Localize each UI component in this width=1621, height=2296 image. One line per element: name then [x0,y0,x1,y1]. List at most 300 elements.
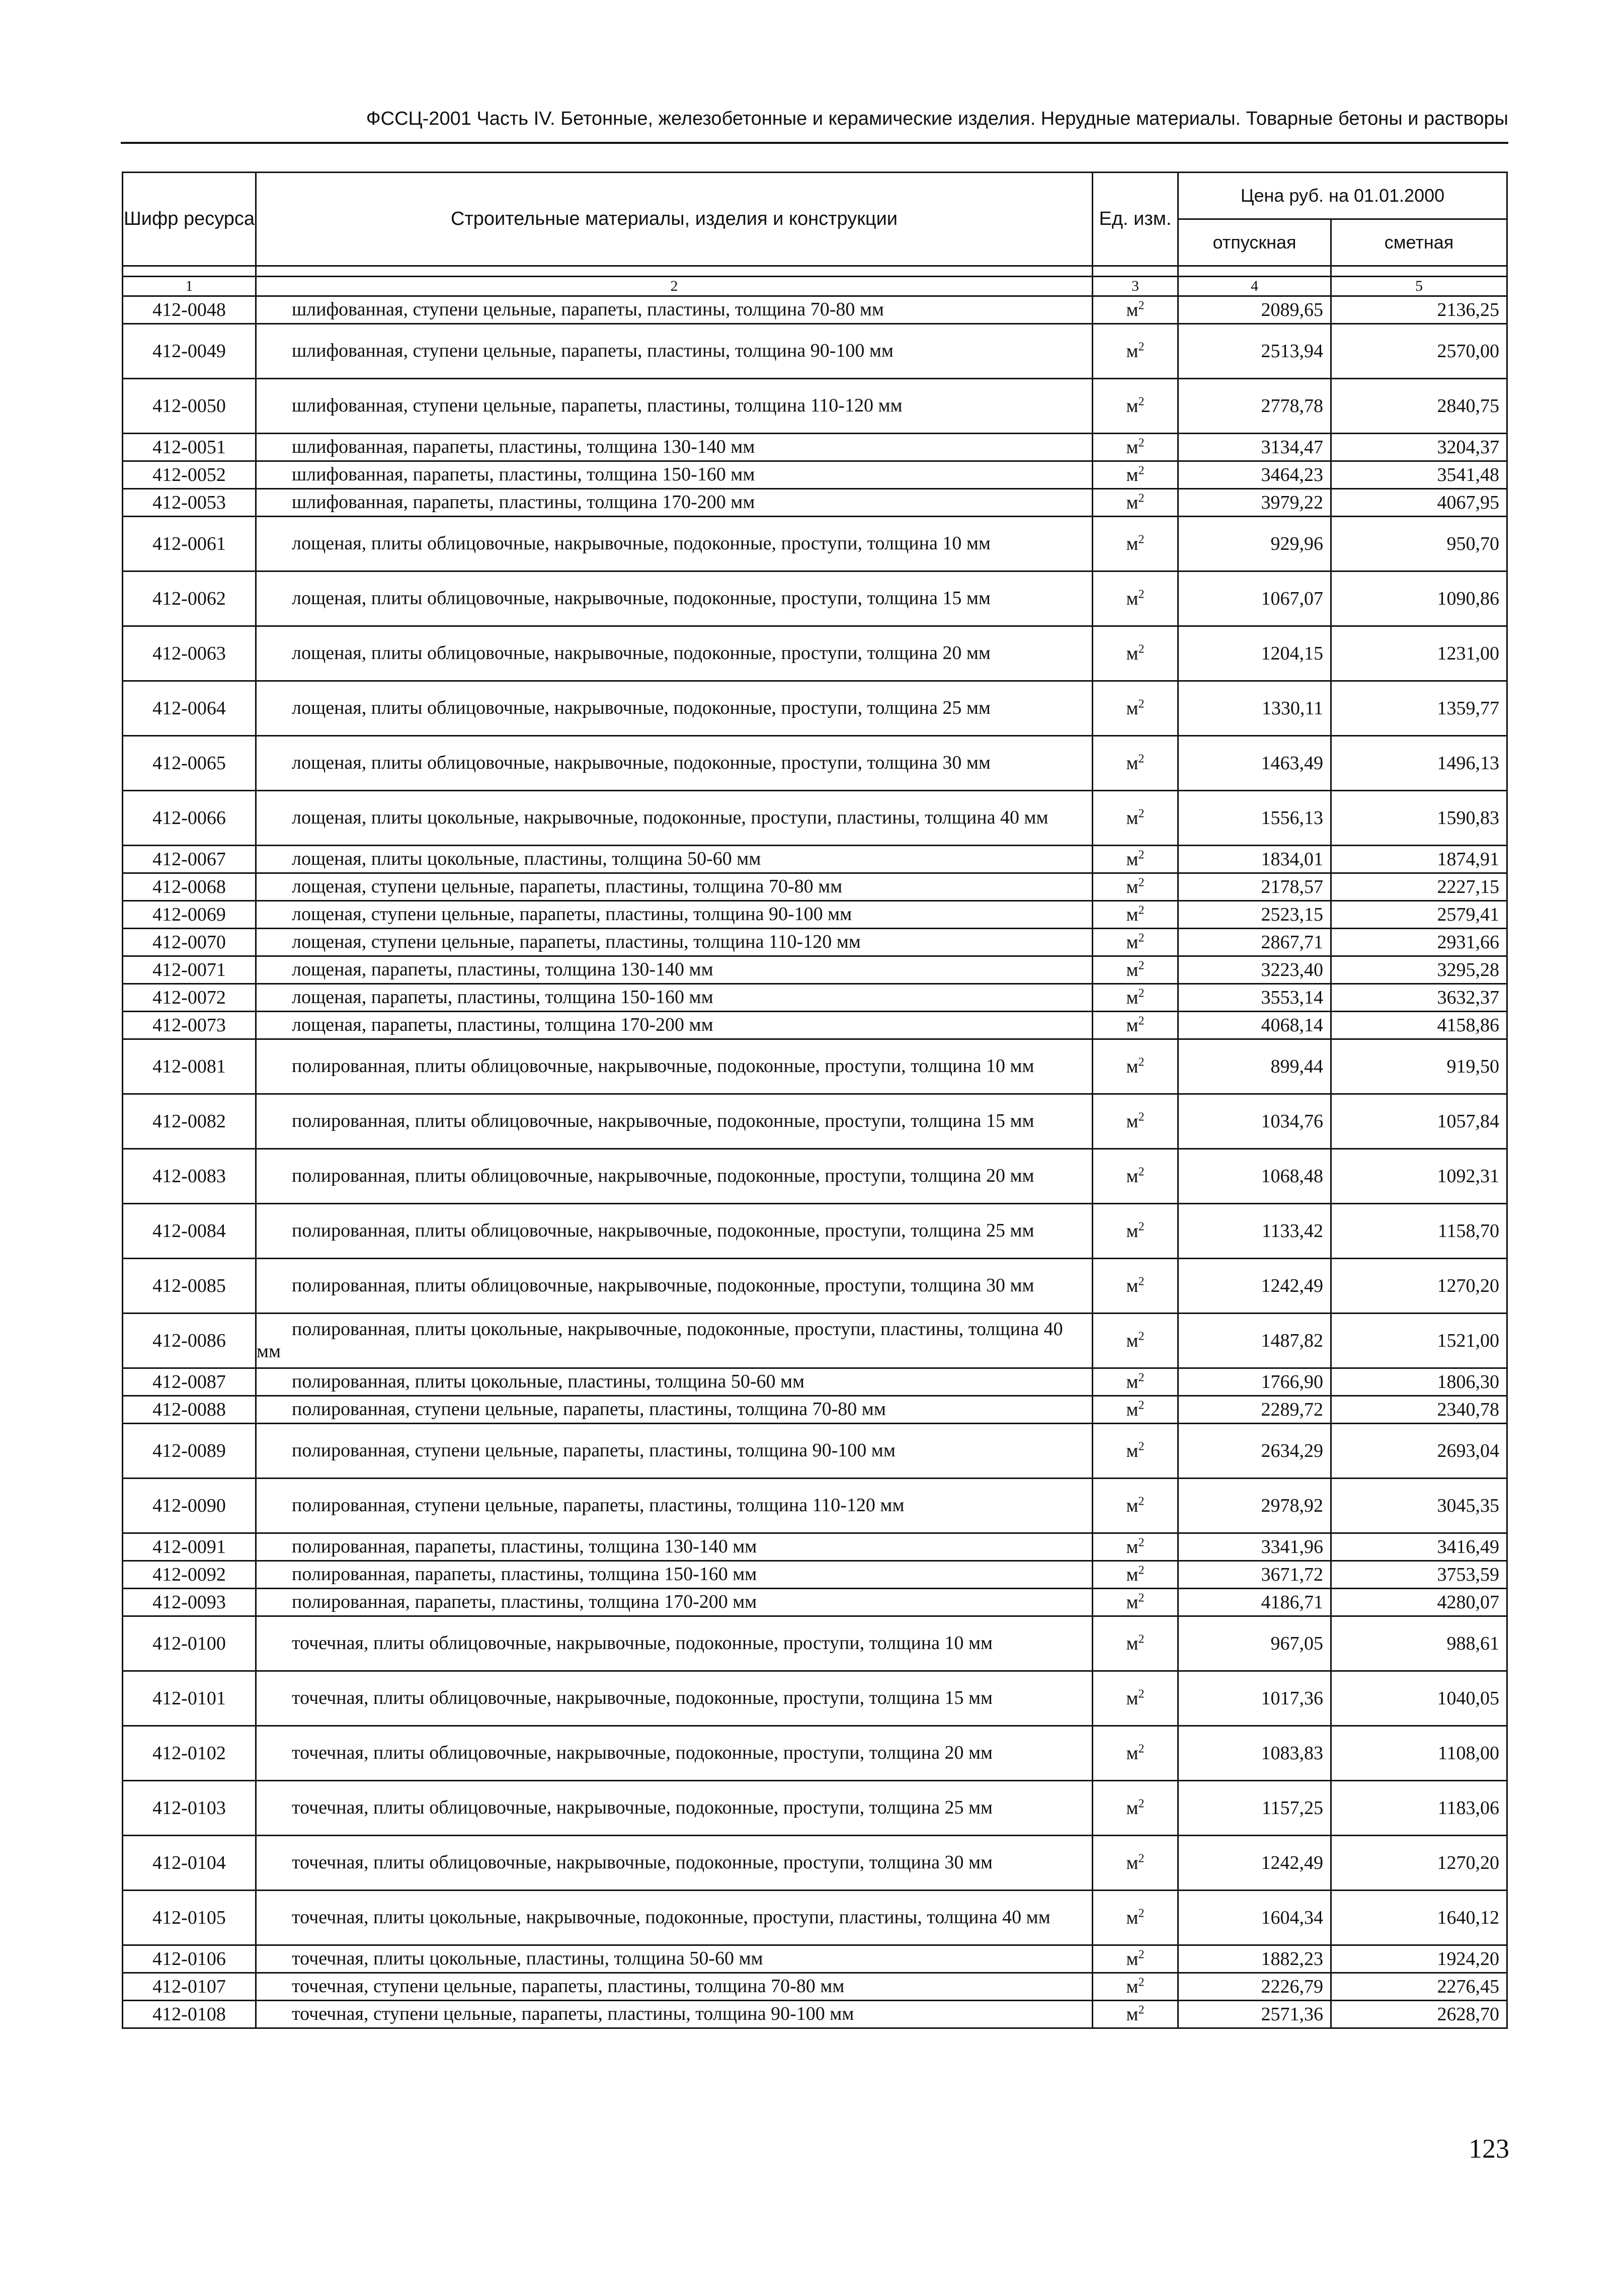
unit-exponent: 2 [1138,1495,1145,1508]
estimate-price: 3541,48 [1331,461,1507,489]
material-description-cell [256,1781,1093,1836]
material-description: точечная, ступени цельные, парапеты, пластины, толщина 70-80 мм [292,1976,845,1997]
estimate-price: 2276,45 [1331,1973,1507,2001]
material-description-cell [256,1671,1093,1726]
material-description: лощеная, ступени цельные, парапеты, пластины, толщина 90-100 мм [292,904,852,925]
material-description-cell [256,379,1093,434]
material-description: лощеная, плиты облицовочные, накрывочные, подоконные, проступи, толщина 25 мм [292,697,991,719]
table-row [123,1945,1507,1973]
material-description-cell [256,1012,1093,1039]
estimate-price: 2136,25 [1331,296,1507,324]
resource-code: 412-0091 [123,1533,256,1561]
material-description-cell [256,791,1093,846]
estimate-price: 1040,05 [1331,1671,1507,1726]
release-price: 4068,14 [1178,1012,1331,1039]
material-description: полированная, плиты облицовочные, накрывочные, подоконные, проступи, толщина 25 мм [292,1220,1034,1242]
unit-cell [1093,461,1178,489]
table-row [123,1781,1507,1836]
material-description-cell [256,1368,1093,1396]
unit-exponent: 2 [1138,299,1145,312]
resource-code: 412-0065 [123,736,256,791]
unit-label: м [1126,876,1139,897]
table-row [123,2001,1507,2028]
resource-code: 412-0093 [123,1589,256,1616]
unit-cell [1093,1561,1178,1589]
release-price: 3671,72 [1178,1561,1331,1589]
resource-code: 412-0066 [123,791,256,846]
unit-cell [1093,736,1178,791]
resource-code: 412-0106 [123,1945,256,1973]
resource-code: 412-0101 [123,1671,256,1726]
unit-label: м [1126,533,1139,554]
unit-cell [1093,846,1178,873]
material-description: шлифованная, ступени цельные, парапеты, пластины, толщина 70-80 мм [292,299,884,320]
estimate-price: 950,70 [1331,517,1507,571]
resource-code: 412-0069 [123,901,256,929]
estimate-price: 3204,37 [1331,434,1507,461]
release-price: 967,05 [1178,1616,1331,1671]
unit-cell [1093,1479,1178,1533]
material-description-cell [256,1589,1093,1616]
table-row [123,1726,1507,1781]
release-price: 1330,11 [1178,681,1331,736]
unit-exponent: 2 [1138,1687,1145,1701]
estimate-price: 3632,37 [1331,984,1507,1012]
unit-exponent: 2 [1138,959,1145,972]
table-row [123,1616,1507,1671]
material-description: лощеная, плиты облицовочные, накрывочные, подоконные, проступи, толщина 30 мм [292,752,991,774]
release-price: 3341,96 [1178,1533,1331,1561]
header-unit: Ед. изм. [1093,173,1178,266]
material-description: лощеная, плиты облицовочные, накрывочные, подоконные, проступи, толщина 20 мм [292,642,991,664]
unit-label: м [1126,1440,1139,1461]
header-release-price: отпускная [1178,219,1331,266]
unit-exponent: 2 [1138,1275,1145,1288]
release-price: 2778,78 [1178,379,1331,434]
unit-exponent: 2 [1138,752,1145,766]
price-table [122,172,1508,2029]
material-description-cell [256,1726,1093,1781]
unit-label: м [1126,464,1139,485]
release-price: 1017,36 [1178,1671,1331,1726]
material-description: точечная, плиты облицовочные, накрывочные, подоконные, проступи, толщина 15 мм [292,1687,993,1709]
estimate-price: 1521,00 [1331,1314,1507,1368]
unit-cell [1093,1424,1178,1479]
unit-exponent: 2 [1138,1591,1145,1605]
table-row [123,791,1507,846]
resource-code: 412-0108 [123,2001,256,2028]
resource-code: 412-0102 [123,1726,256,1781]
table-row [123,1836,1507,1891]
estimate-price: 1924,20 [1331,1945,1507,1973]
material-description-cell [256,2001,1093,2028]
material-description: полированная, плиты облицовочные, накрывочные, подоконные, проступи, толщина 30 мм [292,1275,1034,1296]
release-price: 2178,57 [1178,873,1331,901]
table-row [123,1039,1507,1094]
unit-label: м [1126,2004,1139,2025]
material-description: полированная, парапеты, пластины, толщина 130-140 мм [292,1536,757,1557]
table-header [123,173,1507,296]
estimate-price: 1359,77 [1331,681,1507,736]
unit-exponent: 2 [1138,1399,1145,1412]
resource-code: 412-0052 [123,461,256,489]
estimate-price: 3416,49 [1331,1533,1507,1561]
table-row [123,681,1507,736]
resource-code: 412-0082 [123,1094,256,1149]
unit-cell [1093,1149,1178,1204]
unit-exponent: 2 [1138,1055,1145,1069]
resource-code: 412-0092 [123,1561,256,1589]
resource-code: 412-0089 [123,1424,256,1479]
unit-exponent: 2 [1138,1110,1145,1124]
table-row [123,489,1507,517]
unit-label: м [1126,1495,1139,1516]
unit-exponent: 2 [1138,642,1145,656]
unit-exponent: 2 [1138,436,1145,450]
header-code: Шифр ресурса [123,173,256,266]
material-description-cell [256,1616,1093,1671]
unit-exponent: 2 [1138,2003,1145,2017]
estimate-price: 2340,78 [1331,1396,1507,1424]
table-row [123,1479,1507,1533]
material-description: полированная, парапеты, пластины, толщина 150-160 мм [292,1564,757,1585]
estimate-price: 2227,15 [1331,873,1507,901]
table-row [123,984,1507,1012]
material-description: полированная, плиты облицовочные, накрывочные, подоконные, проступи, толщина 10 мм [292,1055,1034,1077]
estimate-price: 3753,59 [1331,1561,1507,1589]
material-description-cell [256,1479,1093,1533]
table-row [123,1368,1507,1396]
table-row [123,846,1507,873]
resource-code: 412-0071 [123,956,256,984]
material-description-cell [256,846,1093,873]
table-body [123,296,1507,2028]
estimate-price: 1108,00 [1331,1726,1507,1781]
unit-exponent: 2 [1138,904,1145,917]
unit-exponent: 2 [1138,1014,1145,1028]
estimate-price: 1590,83 [1331,791,1507,846]
unit-cell [1093,956,1178,984]
unit-exponent: 2 [1138,1564,1145,1577]
resource-code: 412-0088 [123,1396,256,1424]
unit-cell [1093,1836,1178,1891]
table-row [123,736,1507,791]
material-description: лощеная, плиты цокольные, накрывочные, подоконные, проступи, пластины, толщина 40 мм [292,807,1048,829]
unit-label: м [1126,1399,1139,1420]
release-price: 4186,71 [1178,1589,1331,1616]
material-description: точечная, плиты облицовочные, накрывочные, подоконные, проступи, толщина 30 мм [292,1852,993,1873]
material-description: полированная, плиты облицовочные, накрывочные, подоконные, проступи, толщина 15 мм [292,1110,1034,1132]
material-description: лощеная, парапеты, пластины, толщина 130-140 мм [292,959,713,980]
estimate-price: 1806,30 [1331,1368,1507,1396]
estimate-price: 2931,66 [1331,929,1507,956]
unit-exponent: 2 [1138,1632,1145,1646]
table-row [123,1671,1507,1726]
estimate-price: 1057,84 [1331,1094,1507,1149]
material-description: точечная, ступени цельные, парапеты, пластины, толщина 90-100 мм [292,2003,854,2025]
material-description-cell [256,1039,1093,1094]
unit-cell [1093,2001,1178,2028]
unit-exponent: 2 [1138,588,1145,601]
release-price: 1882,23 [1178,1945,1331,1973]
release-price: 3134,47 [1178,434,1331,461]
material-description-cell [256,1973,1093,2001]
unit-exponent: 2 [1138,931,1145,945]
material-description-cell [256,1561,1093,1589]
unit-cell [1093,1589,1178,1616]
unit-cell [1093,901,1178,929]
unit-cell [1093,1204,1178,1259]
unit-label: м [1126,1111,1139,1132]
release-price: 2978,92 [1178,1479,1331,1533]
unit-exponent: 2 [1138,987,1145,1000]
column-number: 3 [1093,277,1178,296]
unit-label: м [1126,1056,1139,1077]
unit-label: м [1126,987,1139,1008]
unit-cell [1093,1726,1178,1781]
resource-code: 412-0107 [123,1973,256,2001]
unit-label: м [1126,1592,1139,1613]
unit-cell [1093,1012,1178,1039]
material-description-cell [256,681,1093,736]
estimate-price: 1874,91 [1331,846,1507,873]
table-row [123,901,1507,929]
unit-cell [1093,379,1178,434]
material-description: лощеная, парапеты, пластины, толщина 170-200 мм [292,1014,713,1036]
material-description-cell [256,296,1093,324]
unit-label: м [1126,1907,1139,1928]
unit-exponent: 2 [1138,1907,1145,1920]
unit-label: м [1126,395,1139,417]
material-description: шлифованная, парапеты, пластины, толщина 150-160 мм [292,464,755,485]
page-header-title: ФССЦ-2001 Часть IV. Бетонные, железобетонные и керамические изделия. Нерудные материалы. Товарные бетоны и растворы [366,108,1508,129]
release-price: 1034,76 [1178,1094,1331,1149]
material-description: точечная, плиты цокольные, пластины, толщина 50-60 мм [292,1948,763,1970]
unit-label: м [1126,959,1139,980]
table-row [123,1149,1507,1204]
table-row [123,1589,1507,1616]
material-description-cell [256,489,1093,517]
unit-exponent: 2 [1138,1165,1145,1179]
material-description-cell [256,1094,1093,1149]
unit-label: м [1126,698,1139,719]
unit-exponent: 2 [1138,491,1145,505]
material-description: точечная, плиты цокольные, накрывочные, подоконные, проступи, пластины, толщина 40 мм [292,1907,1050,1928]
estimate-price: 2628,70 [1331,2001,1507,2028]
release-price: 1083,83 [1178,1726,1331,1781]
material-description: шлифованная, парапеты, пластины, толщина 130-140 мм [292,436,755,458]
unit-cell [1093,1616,1178,1671]
table-row [123,379,1507,434]
unit-cell [1093,1533,1178,1561]
release-price: 3979,22 [1178,489,1331,517]
material-description: лощеная, ступени цельные, парапеты, пластины, толщина 70-80 мм [292,876,843,897]
material-description: полированная, ступени цельные, парапеты, пластины, толщина 70-80 мм [292,1399,886,1420]
release-price: 1556,13 [1178,791,1331,846]
material-description: шлифованная, ступени цельные, парапеты, пластины, толщина 110-120 мм [292,395,903,417]
unit-exponent: 2 [1138,464,1145,477]
table-row [123,571,1507,626]
unit-cell [1093,1973,1178,2001]
material-description-cell [256,1314,1093,1368]
unit-exponent: 2 [1138,697,1145,711]
resource-code: 412-0104 [123,1836,256,1891]
unit-exponent: 2 [1138,1976,1145,1989]
unit-exponent: 2 [1138,1852,1145,1865]
material-description: полированная, плиты облицовочные, накрывочные, подоконные, проступи, толщина 20 мм [292,1165,1034,1187]
table-row [123,296,1507,324]
material-description-cell [256,1945,1093,1973]
unit-cell [1093,626,1178,681]
resource-code: 412-0063 [123,626,256,681]
table-row [123,873,1507,901]
estimate-price: 4158,86 [1331,1012,1507,1039]
table-row [123,461,1507,489]
resource-code: 412-0067 [123,846,256,873]
unit-cell [1093,1671,1178,1726]
release-price: 2226,79 [1178,1973,1331,2001]
table-row [123,434,1507,461]
material-description: шлифованная, парапеты, пластины, толщина 170-200 мм [292,491,755,513]
table-row [123,1012,1507,1039]
estimate-price: 988,61 [1331,1616,1507,1671]
table-row [123,1204,1507,1259]
unit-cell [1093,984,1178,1012]
release-price: 1133,42 [1178,1204,1331,1259]
unit-cell [1093,1945,1178,1973]
table-row [123,1533,1507,1561]
material-description: точечная, плиты облицовочные, накрывочные, подоконные, проступи, толщина 25 мм [292,1797,993,1819]
material-description-cell [256,434,1093,461]
unit-exponent: 2 [1138,876,1145,889]
unit-cell [1093,929,1178,956]
release-price: 3553,14 [1178,984,1331,1012]
material-description-cell [256,1836,1093,1891]
material-description-cell [256,1149,1093,1204]
unit-cell [1093,1314,1178,1368]
material-description-cell [256,901,1093,929]
unit-cell [1093,1094,1178,1149]
header-materials: Строительные материалы, изделия и конструкции [256,173,1093,266]
resource-code: 412-0085 [123,1259,256,1314]
unit-cell [1093,681,1178,736]
material-description: лощеная, парапеты, пластины, толщина 150-160 мм [292,987,713,1008]
unit-label: м [1126,1564,1139,1585]
material-description: лощеная, ступени цельные, парапеты, пластины, толщина 110-120 мм [292,931,861,953]
resource-code: 412-0053 [123,489,256,517]
estimate-price: 1496,13 [1331,736,1507,791]
unit-exponent: 2 [1138,1797,1145,1811]
estimate-price: 4280,07 [1331,1589,1507,1616]
unit-label: м [1126,299,1139,320]
table-row [123,1259,1507,1314]
estimate-price: 1231,00 [1331,626,1507,681]
release-price: 1068,48 [1178,1149,1331,1204]
estimate-price: 1090,86 [1331,571,1507,626]
release-price: 2513,94 [1178,324,1331,379]
unit-cell [1093,791,1178,846]
estimate-price: 1183,06 [1331,1781,1507,1836]
unit-label: м [1126,904,1139,925]
unit-label: м [1126,1275,1139,1296]
unit-cell [1093,1891,1178,1945]
table-row [123,1561,1507,1589]
unit-label: м [1126,1536,1139,1557]
release-price: 1604,34 [1178,1891,1331,1945]
unit-exponent: 2 [1138,1440,1145,1453]
unit-label: м [1126,1015,1139,1036]
table-row [123,626,1507,681]
table-row [123,956,1507,984]
table-row [123,1314,1507,1368]
estimate-price: 2840,75 [1331,379,1507,434]
unit-exponent: 2 [1138,807,1145,821]
unit-cell [1093,571,1178,626]
unit-label: м [1126,1371,1139,1392]
estimate-price: 3045,35 [1331,1479,1507,1533]
unit-cell [1093,1781,1178,1836]
release-price: 2571,36 [1178,2001,1331,2028]
unit-label: м [1126,588,1139,609]
release-price: 1204,15 [1178,626,1331,681]
header-rule [121,142,1508,144]
unit-exponent: 2 [1138,1742,1145,1756]
table-row [123,517,1507,571]
unit-cell [1093,296,1178,324]
unit-exponent: 2 [1138,848,1145,862]
release-price: 3464,23 [1178,461,1331,489]
material-description-cell [256,324,1093,379]
resource-code: 412-0100 [123,1616,256,1671]
resource-code: 412-0081 [123,1039,256,1094]
unit-exponent: 2 [1138,1371,1145,1384]
material-description-cell [256,873,1093,901]
release-price: 929,96 [1178,517,1331,571]
material-description: шлифованная, ступени цельные, парапеты, пластины, толщина 90-100 мм [292,340,894,362]
unit-label: м [1126,753,1139,774]
material-description-cell [256,929,1093,956]
release-price: 899,44 [1178,1039,1331,1094]
unit-label: м [1126,1220,1139,1242]
unit-cell [1093,1259,1178,1314]
column-number: 1 [123,277,256,296]
resource-code: 412-0048 [123,296,256,324]
unit-exponent: 2 [1138,1220,1145,1234]
table-row [123,324,1507,379]
release-price: 1157,25 [1178,1781,1331,1836]
estimate-price: 1158,70 [1331,1204,1507,1259]
estimate-price: 4067,95 [1331,489,1507,517]
unit-cell [1093,1368,1178,1396]
release-price: 2867,71 [1178,929,1331,956]
unit-label: м [1126,492,1139,513]
unit-label: м [1126,1948,1139,1970]
release-price: 1766,90 [1178,1368,1331,1396]
material-description-cell [256,517,1093,571]
material-description-cell [256,1424,1093,1479]
estimate-price: 1270,20 [1331,1836,1507,1891]
table-row [123,1424,1507,1479]
release-price: 2289,72 [1178,1396,1331,1424]
unit-exponent: 2 [1138,340,1145,354]
unit-label: м [1126,932,1139,953]
unit-exponent: 2 [1138,1330,1145,1343]
material-description: лощеная, плиты цокольные, пластины, толщина 50-60 мм [292,848,761,870]
unit-label: м [1126,1852,1139,1873]
release-price: 1834,01 [1178,846,1331,873]
column-number: 5 [1331,277,1507,296]
resource-code: 412-0087 [123,1368,256,1396]
